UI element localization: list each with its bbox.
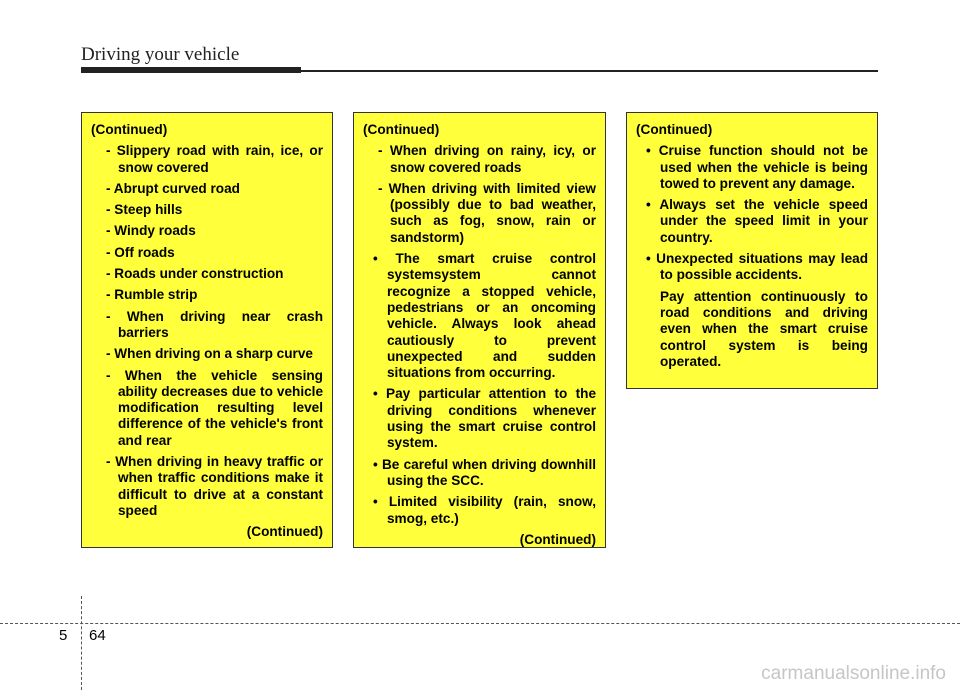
- bullet-item: • Pay particular attention to the driving conditions whenever using the smart cruise control system.: [373, 386, 596, 451]
- bullet-item: • Unexpected situations may lead to possible accidents.: [646, 251, 868, 283]
- paragraph: Pay attention continuously to road conditions and driving even when the smart cruise control system is being operated.: [660, 288, 868, 369]
- list-item: - Rumble strip: [106, 287, 198, 303]
- list-item: - When driving with limited view (possibly due to bad weather, such as fog, snow, rain or sandstorm): [378, 180, 596, 245]
- bullet-item: • The smart cruise control systemsystem cannot recognize a stopped vehicle, pedestrians or an oncoming vehicle. Always look ahead cautiously to prevent unexpected and sudden situations from occurring.: [373, 251, 596, 381]
- continued-heading: (Continued): [363, 122, 440, 137]
- list-item: - When driving on a sharp curve: [106, 346, 313, 362]
- footer-rule: [0, 623, 960, 624]
- list-item: - When driving near crash barriers: [106, 308, 323, 340]
- footer-divider: [81, 596, 82, 690]
- chapter-number: 5: [59, 627, 68, 644]
- list-item: - Abrupt curved road: [106, 180, 240, 196]
- list-item: - When the vehicle sensing ability decreases due to vehicle modification resulting level difference of the vehicle's front and rear: [106, 367, 323, 448]
- list-item: - Roads under construction: [106, 266, 284, 282]
- header-rule-thick: [81, 67, 301, 73]
- bullet-item: • Always set the vehicle speed under the speed limit in your country.: [646, 197, 868, 245]
- continued-footer: (Continued): [246, 524, 323, 540]
- bullet-item: • Be careful when driving downhill using the SCC.: [373, 456, 596, 488]
- continued-footer: (Continued): [519, 531, 596, 547]
- page-number: 64: [89, 627, 106, 644]
- bullet-item: • Cruise function should not be used when the vehicle is being towed to prevent any damage.: [646, 143, 868, 191]
- bullet-item: • Limited visibility (rain, snow, smog, etc.): [373, 494, 596, 526]
- watermark: carmanualsonline.info: [761, 663, 946, 684]
- warning-box-column-2: [353, 112, 606, 548]
- list-item: - Off roads: [106, 244, 175, 260]
- warning-box-column-3: [626, 112, 878, 389]
- list-item: - Slippery road with rain, ice, or snow covered: [106, 143, 323, 175]
- list-item: - Steep hills: [106, 202, 183, 218]
- list-item: - When driving in heavy traffic or when traffic conditions make it difficult to drive at a constant speed: [106, 454, 323, 518]
- continued-heading: (Continued): [91, 122, 168, 137]
- header-rule-thin: [301, 70, 878, 72]
- page-header-title: Driving your vehicle: [81, 44, 240, 65]
- continued-heading: (Continued): [636, 122, 713, 137]
- warning-box-column-1: [81, 112, 333, 548]
- list-item: - When driving on rainy, icy, or snow covered roads: [378, 143, 596, 175]
- list-item: - Windy roads: [106, 223, 196, 239]
